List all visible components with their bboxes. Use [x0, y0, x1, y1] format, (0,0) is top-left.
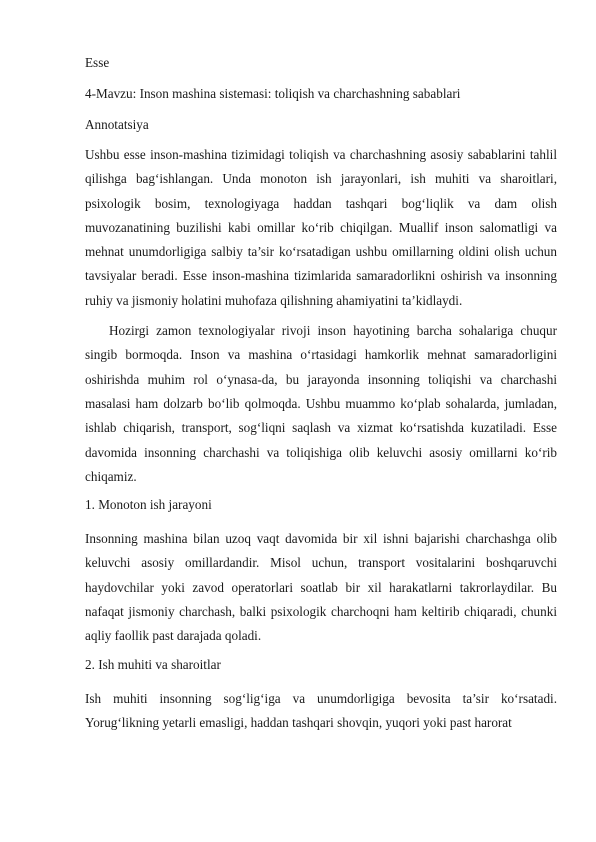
- document-page: [85, 55, 557, 741]
- section-heading-environment: 2. Ish muhiti va sharoitlar: [85, 656, 221, 672]
- abstract-paragraph: Ushbu esse inson-mashina tizimidagi toliqish va charchashning asosiy sabablarini tahlil qilishga bag‘ishlangan. Unda monoton ish jarayonlari, ish muhiti va sharoitlari, psixologik bosim, texnologiyaga haddan tashqari bog‘liqlik va dam olish muvozanatining buzilishi kabi omillar ko‘rib chiqilgan. Muallif inson salomatligi va mehnat unumdorligiga salbiy ta’sir ko‘rsatadigan ushbu omillarning oldini olish uchun tavsiyalar beradi. Esse inson-mashina tizimlarida samaradorlikni oshirish va insonning ruhiy va jismoniy holatini muhofaza qilishning ahamiyatini ta’kidlaydi.: [85, 147, 557, 308]
- document-heading: Esse: [85, 55, 110, 70]
- topic-title: 4-Mavzu: Inson mashina sistemasi: toliqish va charchashning sabablari: [85, 86, 461, 101]
- section-paragraph-environment: Ish muhiti insonning sog‘lig‘iga va unumdorligiga bevosita ta’sir ko‘rsatadi. Yorug‘likning yetarli emasligi, haddan tashqari shovqin, yuqori yoki past harorat: [85, 690, 557, 730]
- section-heading-monotony: 1. Monoton ish jarayoni: [85, 497, 212, 513]
- intro-paragraph: Hozirgi zamon texnologiyalar rivoji inson hayotining barcha sohalariga chuqur singib bormoqda. Inson va mashina o‘rtasidagi hamkorlik mehnat samaradorligini oshirishda muhim rol o‘ynasa-da, bu jarayonda insonning toliqishi va charchashi masalasi ham dolzarb bo‘lib qolmoqda. Ushbu muammo ko‘plab sohalarda, jumladan, ishlab chiqarish, transport, sog‘liqni saqlash va xizmat ko‘rsatishda kuzatiladi. Esse davomida insonning charchashi va toliqishiga olib keluvchi asosiy omillarni ko‘rib chiqamiz.: [85, 323, 557, 484]
- abstract-title: Annotatsiya: [85, 117, 149, 132]
- section-paragraph-monotony: Insonning mashina bilan uzoq vaqt davomida bir xil ishni bajarishi charchashga olib keluvchi asosiy omillardandir. Misol uchun, transport vositalarini boshqaruvchi haydovchilar yoki zavod operatorlari soatlab bir xil harakatlarni takrorlaydilar. Bu nafaqat jismoniy charchash, balki psixologik charchoqni ham keltirib chiqaradi, chunki aqliy faollik past darajada qoladi.: [85, 531, 557, 644]
